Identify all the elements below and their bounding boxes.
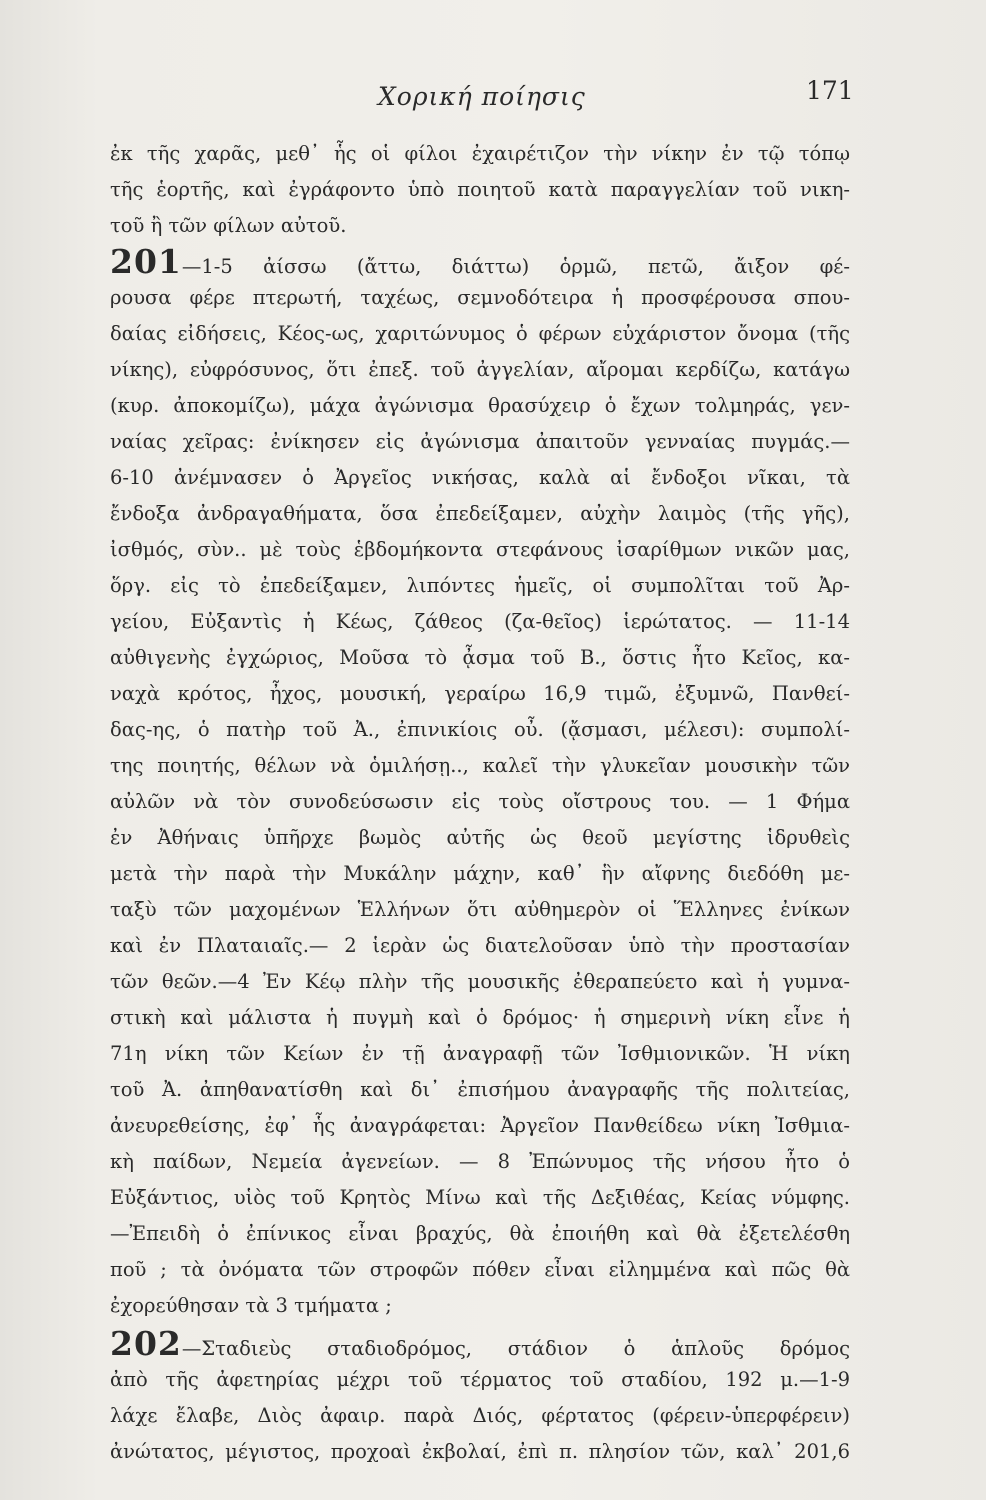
text-line: τοῦ Ἀ. ἀπηθανατίσθη καὶ δι᾽ ἐπισήμου ἀναγραφῆς τῆς πολιτείας, (110, 1078, 850, 1101)
text-line: νίκης), εὐφρόσυνος, ὅτι ἐπεξ. τοῦ ἀγγελίαν, αἴρομαι κερδίζω, κατάγω (110, 358, 850, 381)
text-line: γείου, Εὐξαντὶς ἡ Κέως, ζάθεος (ζα-θεῖος) ἱερώτατος. — 11-14 (110, 610, 850, 633)
section-number: 202 (110, 1328, 182, 1360)
text-line: ποῦ ; τὰ ὀνόματα τῶν στροφῶν πόθεν εἶναι εἰλημμένα καὶ πῶς θὰ (110, 1258, 850, 1281)
text-line: καὶ ἐν Πλαταιαῖς.— 2 ἱερὰν ὡς διατελοῦσαν ὑπὸ τὴν προστασίαν (110, 934, 850, 957)
text-line: 71η νίκη τῶν Κείων ἐν τῇ ἀναγραφῇ τῶν Ἰσθμιονικῶν. Ἡ νίκη (110, 1042, 850, 1065)
text-line: κὴ παίδων, Νεμεία ἀγενείων. — 8 Ἐπώνυμος τῆς νήσου ἦτο ὁ (110, 1150, 850, 1173)
text-line: ἐκ τῆς χαρᾶς, μεθ᾽ ἧς οἱ φίλοι ἐχαιρέτιζον τὴν νίκην ἐν τῷ τόπῳ (110, 142, 850, 165)
text-line: ἐχορεύθησαν τὰ 3 τμήματα ; (110, 1294, 392, 1317)
text-line: αὐθιγενὴς ἐγχώριος, Μοῦσα τὸ ᾆσμα τοῦ Β., ὅστις ἦτο Κεῖος, κα- (110, 646, 850, 669)
page-header (0, 76, 986, 112)
text-line: ναχὰ κρότος, ἦχος, μουσική, γεραίρω 16,9 τιμῶ, ἐξυμνῶ, Πανθεί- (110, 682, 850, 705)
text-line: ταξὺ τῶν μαχομένων Ἑλλήνων ὅτι αὐθημερὸν οἱ Ἕλληνες ἐνίκων (110, 898, 850, 921)
section-201-line (110, 246, 850, 278)
text-line: ἀνευρεθείσης, ἐφ᾽ ἧς ἀναγράφεται: Ἀργεῖον Πανθείδεω νίκη Ἰσθμια- (110, 1114, 850, 1137)
text-line: της ποιητής, θέλων νὰ ὁμιλήσῃ.., καλεῖ τὴν γλυκεῖαν μουσικὴν τῶν (110, 754, 850, 777)
text-line: δαίας εἰδήσεις, Κέος-ως, χαριτώνυμος ὁ φέρων εὐχάριστον ὄνομα (τῆς (110, 322, 850, 345)
text-line: δας-ης, ὁ πατὴρ τοῦ Ἀ., ἐπινικίοις οὖ. (ᾄσμασι, μέλεσι): συμπολί- (110, 718, 850, 741)
text-line: αὐλῶν νὰ τὸν συνοδεύσωσιν εἰς τοὺς οἴστρους του. — 1 Φήμα (110, 790, 850, 813)
section-number: 201 (110, 246, 182, 278)
page-number: 171 (806, 76, 854, 105)
text-line: μετὰ τὴν παρὰ τὴν Μυκάλην μάχην, καθ᾽ ἣν αἴφνης διεδόθη με- (110, 862, 850, 885)
running-title: Χορική ποίησις (378, 82, 586, 111)
text-line: ἐν Ἀθήναις ὑπῆρχε βωμὸς αὐτῆς ὡς θεοῦ μεγίστης ἱδρυθεὶς (110, 826, 850, 849)
text-line: τῆς ἑορτῆς, καὶ ἐγράφοντο ὑπὸ ποιητοῦ κατὰ παραγγελίαν τοῦ νικη- (110, 178, 850, 201)
text-line: ἰσθμός, σὺν.. μὲ τοὺς ἑβδομήκοντα στεφάνους ἰσαρίθμων νικῶν μας, (110, 538, 850, 561)
text-line: τῶν θεῶν.—4 Ἐν Κέῳ πλὴν τῆς μουσικῆς ἐθεραπεύετο καὶ ἡ γυμνα- (110, 970, 850, 993)
text-line: ὅργ. εἰς τὸ ἐπεδείξαμεν, λιπόντες ἡμεῖς, οἱ συμπολῖται τοῦ Ἀρ- (110, 574, 850, 597)
text-line: —Ἐπειδὴ ὁ ἐπίνικος εἶναι βραχύς, θὰ ἐποιήθη καὶ θὰ ἐξετελέσθη (110, 1222, 850, 1245)
text-line: ἔνδοξα ἀνδραγαθήματα, ὅσα ἐπεδείξαμεν, αὐχὴν λαιμὸς (τῆς γῆς), (110, 502, 850, 525)
text-line: ναίας χεῖρας: ἐνίκησεν εἰς ἀγώνισμα ἀπαιτοῦν γενναίας πυγμάς.— (110, 430, 850, 453)
text-line: τοῦ ἢ τῶν φίλων αὐτοῦ. (110, 214, 347, 237)
text-line: ἀνώτατος, μέγιστος, προχοαὶ ἐκβολαί, ἐπὶ π. πλησίον τῶν, καλ᾽ 201,6 (110, 1440, 850, 1463)
text-line: ρουσα φέρε πτερωτή, ταχέως, σεμνοδότειρα ἡ προσφέρουσα σπου- (110, 286, 850, 309)
section-202-line (110, 1328, 850, 1360)
text-line: 6-10 ἀνέμνασεν ὁ Ἀργεῖος νικήσας, καλὰ αἱ ἔνδοξοι νῖκαι, τὰ (110, 466, 850, 489)
text-line: (κυρ. ἀποκομίζω), μάχα ἀγώνισμα θρασύχειρ ὁ ἔχων τολμηράς, γεν- (110, 394, 850, 417)
text-line: Εὐξάντιος, υἱὸς τοῦ Κρητὸς Μίνω καὶ τῆς Δεξιθέας, Κείας νύμφης. (110, 1186, 850, 1209)
text-line: στικὴ καὶ μάλιστα ἡ πυγμὴ καὶ ὁ δρόμος· ἡ σημερινὴ νίκη εἶνε ἡ (110, 1006, 850, 1029)
text-line: λάχε ἔλαβε, Διὸς ἀφαιρ. παρὰ Διός, φέρτατος (φέρειν-ὑπερφέρειν) (110, 1404, 850, 1427)
text-line: ἀπὸ τῆς ἀφετηρίας μέχρι τοῦ τέρματος τοῦ σταδίου, 192 μ.—1-9 (110, 1368, 850, 1391)
text-line: —1-5 ἀίσσω (ἄττω, διάττω) ὁρμῶ, πετῶ, ἄιξον φέ- (181, 255, 850, 278)
text-line: —Σταδιεὺς σταδιοδρόμος, στάδιον ὁ ἁπλοῦς δρόμος (181, 1337, 850, 1360)
